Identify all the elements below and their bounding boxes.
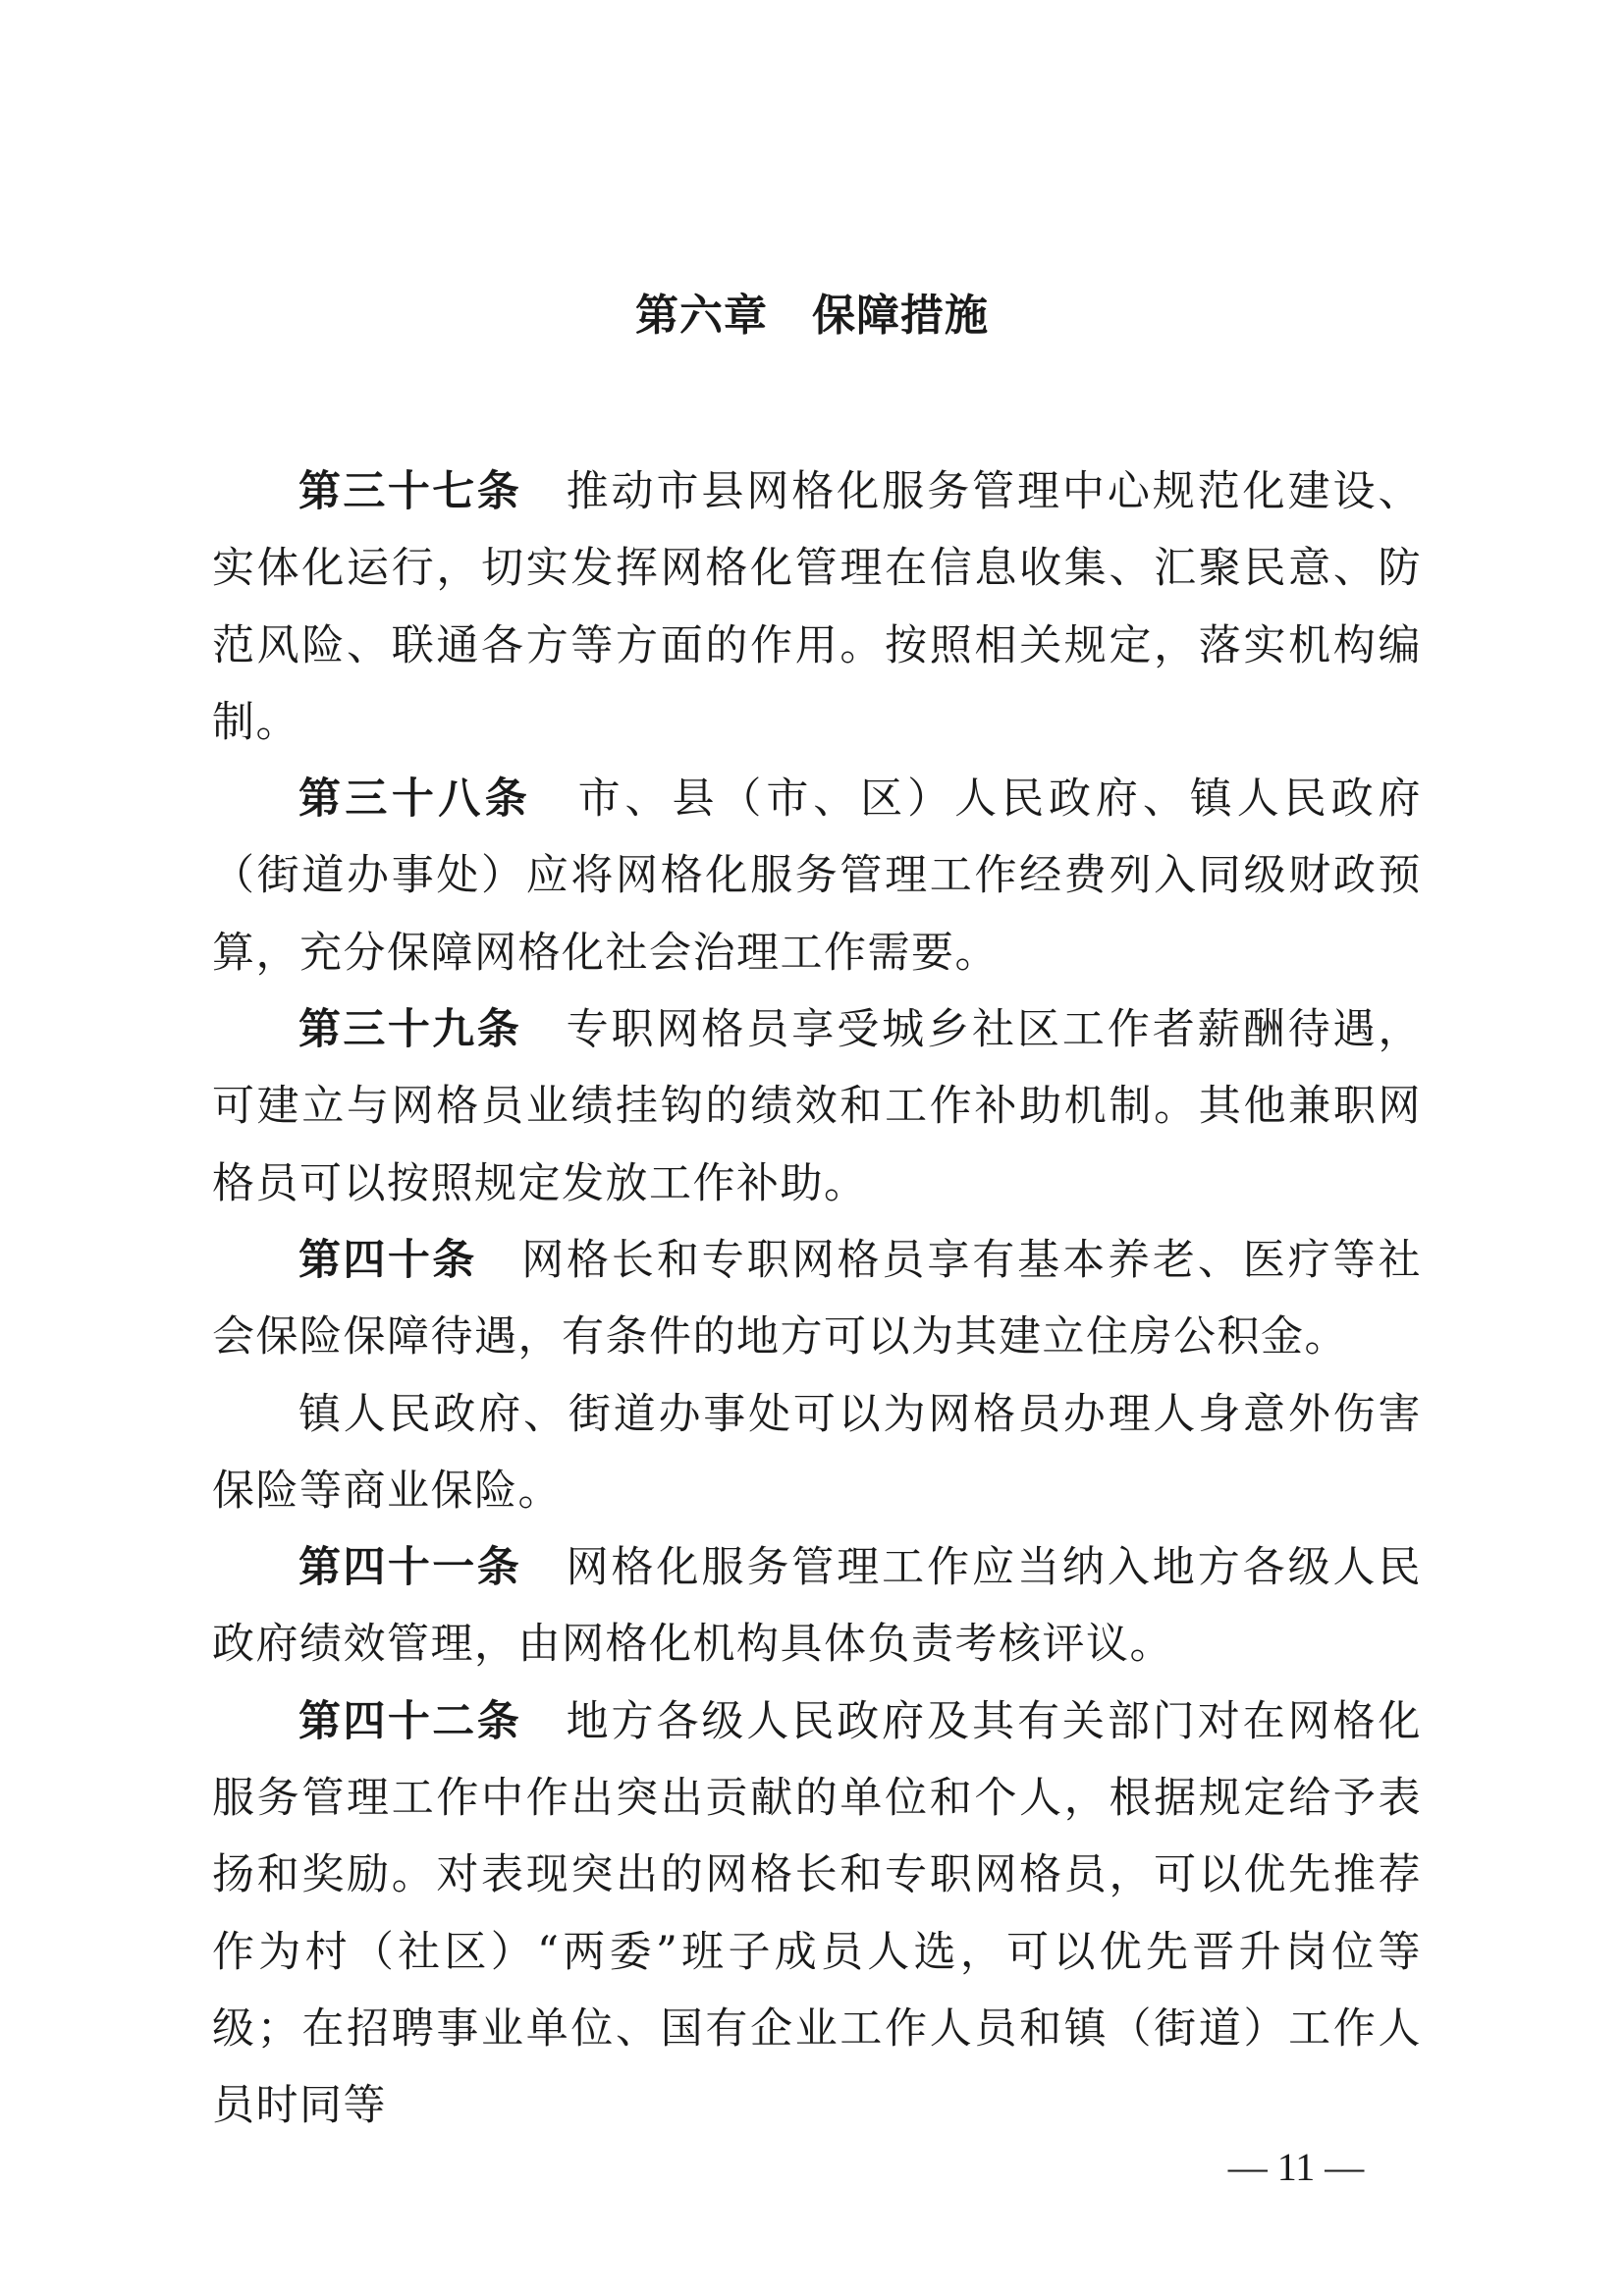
paragraph-text: 镇人民政府、街道办事处可以为网格员办理人身意外伤害保险等商业保险。: [212, 1389, 1422, 1516]
article-number: 第三十九条: [298, 1005, 522, 1055]
article-number: 第四十二条: [298, 1696, 522, 1746]
article-40-paragraph: [212, 1222, 1422, 1376]
page-number: — 11 —: [1227, 2145, 1365, 2189]
article-text: 网格化服务管理工作应当纳入地方各级人民政府绩效管理，由网格化机构具体负责考核评议。: [212, 1543, 1422, 1670]
article-text: 专职网格员享受城乡社区工作者薪酬待遇，可建立与网格员业绩挂钩的绩效和工作补助机制。其他兼职网格员可以按照规定发放工作补助。: [212, 1005, 1422, 1208]
chapter-title: 第六章 保障措施: [635, 291, 989, 341]
article-number: 第四十一条: [298, 1543, 522, 1593]
article-text: 地方各级人民政府及其有关部门对在网格化服务管理工作中作出突出贡献的单位和个人，根据规定给予表扬和奖励。对表现突出的网格长和专职网格员，可以优先推荐作为村（社区）“两委”班子成员人选，可以优先晋升岗位等级；在招聘事业单位、国有企业工作人员和镇（街道）工作人员时同等: [212, 1696, 1422, 2131]
article-37-paragraph: [212, 454, 1422, 761]
article-42-paragraph: [212, 1683, 1422, 2145]
article-number: 第四十条: [298, 1235, 477, 1285]
article-39-paragraph: [212, 991, 1422, 1222]
article-41-paragraph: [212, 1529, 1422, 1683]
article-40-second-paragraph: [212, 1376, 1422, 1530]
article-text: 网格长和专职网格员享有基本养老、医疗等社会保险保障待遇，有条件的地方可以为其建立住房公积金。: [212, 1235, 1423, 1362]
body-text: [212, 454, 1422, 2145]
article-38-paragraph: [212, 761, 1422, 991]
article-number: 第三十七条: [298, 467, 522, 516]
article-number: 第三十八条: [298, 774, 532, 825]
article-text: 市、县（市、区）人民政府、镇人民政府（街道办事处）应将网格化服务管理工作经费列入同级财政预算，充分保障网格化社会治理工作需要。: [212, 774, 1423, 978]
article-text: 推动市县网格化服务管理中心规范化建设、实体化运行，切实发挥网格化管理在信息收集、汇聚民意、防范风险、联通各方等方面的作用。按照相关规定，落实机构编制。: [212, 467, 1422, 747]
